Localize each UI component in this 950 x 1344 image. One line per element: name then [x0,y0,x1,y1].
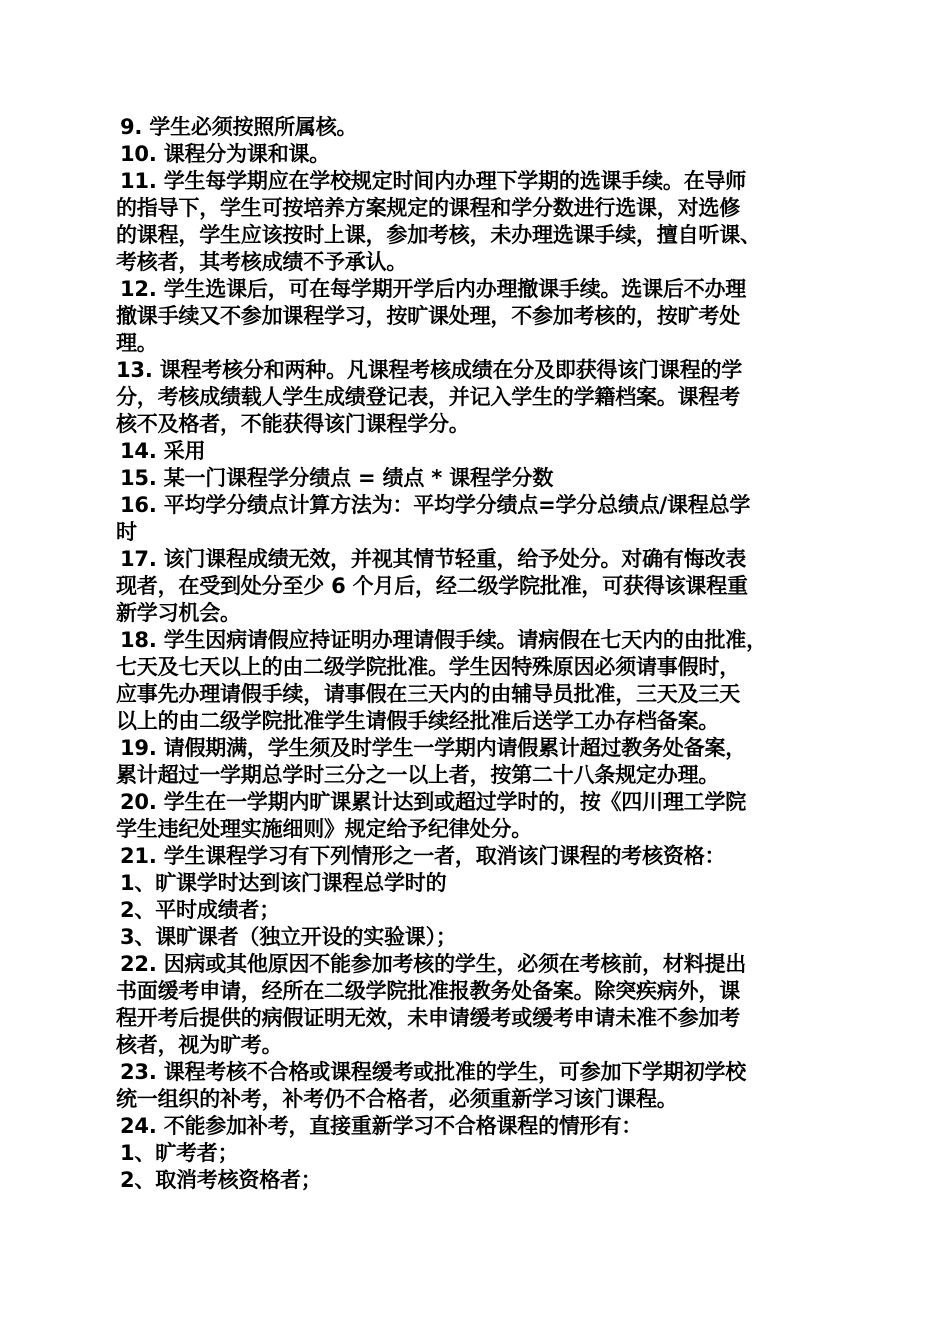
paragraph-line: 12. 学生选课后，可在每学期开学后内办理撤课手续。选课后不办理 [120,277,747,301]
paragraph-p21c [116,924,844,951]
paragraph-p22 [116,951,844,1059]
paragraph-p11 [116,168,844,276]
paragraph-line: 累计超过一学期总学时三分之一以上者，按第二十八条规定办理。 [116,763,720,787]
paragraph-line: 统一组织的补考，补考仍不合格者，必须重新学习该门课程。 [116,1087,678,1111]
paragraph-line: 21. 学生课程学习有下列情形之一者，取消该门课程的考核资格： [120,844,726,868]
document-body [116,114,844,1194]
paragraph-line: 考核者，其考核成绩不予承认。 [116,250,408,274]
paragraph-line: 22. 因病或其他原因不能参加考核的学生，必须在考核前，材料提出 [120,952,747,976]
paragraph-line: 理。 [116,331,158,355]
paragraph-line: 2、平时成绩者； [120,898,281,922]
paragraph-line: 以上的由二级学院批准学生请假手续经批准后送学工办存档备案。 [116,709,720,733]
paragraph-p18 [116,627,844,735]
paragraph-line: 3、课旷课者（独立开设的实验课）； [120,925,457,949]
paragraph-line: 17. 该门课程成绩无效，并视其情节轻重，给予处分。对确有悔改表 [120,547,747,571]
paragraph-line: 七天及七天以上的由二级学院批准。学生因特殊原因必须请事假时， [116,655,740,679]
paragraph-line: 撤课手续又不参加课程学习，按旷课处理，不参加考核的，按旷考处 [116,304,740,328]
paragraph-p17 [116,546,844,627]
paragraph-line: 15. 某一门课程学分绩点 = 绩点 * 课程学分数 [120,466,554,490]
paragraph-line: 1、旷考者； [120,1141,239,1165]
paragraph-p16 [116,492,844,546]
paragraph-p23 [116,1059,844,1113]
paragraph-p24a [116,1140,844,1167]
paragraph-line: 16. 平均学分绩点计算方法为：平均学分绩点=学分总绩点/课程总学 [120,493,751,517]
paragraph-line: 现者，在受到处分至少 6 个月后，经二级学院批准，可获得该课程重 [116,574,748,598]
paragraph-line: 18. 学生因病请假应持证明办理请假手续。请病假在七天内的由批准， [120,628,767,652]
paragraph-line: 19. 请假期满，学生须及时学生一学期内请假累计超过教务处备案， [120,736,747,760]
paragraph-p10 [116,141,844,168]
paragraph-p24 [116,1113,844,1140]
paragraph-p13 [116,357,844,438]
paragraph-line: 分，考核成绩载人学生成绩登记表，并记入学生的学籍档案。课程考 [116,385,740,409]
paragraph-p21b [116,897,844,924]
paragraph-p20 [116,789,844,843]
paragraph-line: 13. 课程考核分和两种。凡课程考核成绩在分及即获得该门课程的学 [116,358,743,382]
paragraph-line: 程开考后提供的病假证明无效，未申请缓考或缓考申请未准不参加考 [116,1006,740,1030]
paragraph-p15 [116,465,844,492]
paragraph-line: 9. 学生必须按照所属核。 [120,115,358,139]
paragraph-line: 24. 不能参加补考，直接重新学习不合格课程的情形有： [120,1114,643,1138]
paragraph-line: 核不及格者，不能获得该门课程学分。 [116,412,470,436]
paragraph-line: 20. 学生在一学期内旷课累计达到或超过学时的，按《四川理工学院 [120,790,747,814]
paragraph-line: 的课程，学生应该按时上课，参加考核，未办理选课手续，擅自听课、 [116,223,761,247]
paragraph-p12 [116,276,844,357]
paragraph-line: 应事先办理请假手续，请事假在三天内的由辅导员批准，三天及三天 [116,682,740,706]
paragraph-line: 1、旷课学时达到该门课程总学时的 [120,871,447,895]
paragraph-line: 核者，视为旷考。 [116,1033,283,1057]
paragraph-p14 [116,438,844,465]
paragraph-line: 23. 课程考核不合格或课程缓考或批准的学生，可参加下学期初学校 [120,1060,747,1084]
paragraph-line: 11. 学生每学期应在学校规定时间内办理下学期的选课手续。在导师 [120,169,747,193]
paragraph-p21a [116,870,844,897]
paragraph-p24b [116,1167,844,1194]
paragraph-line: 新学习机会。 [116,601,241,625]
paragraph-line: 时 [116,520,137,544]
paragraph-line: 学生违纪处理实施细则》规定给予纪律处分。 [116,817,532,841]
paragraph-p19 [116,735,844,789]
paragraph-line: 10. 课程分为课和课。 [120,142,331,166]
paragraph-line: 2、取消考核资格者； [120,1168,322,1192]
paragraph-line: 14. 采用 [120,439,206,463]
paragraph-p9 [116,114,844,141]
paragraph-line: 书面缓考申请，经所在二级学院批准报教务处备案。除突疾病外，课 [116,979,740,1003]
paragraph-p21 [116,843,844,870]
paragraph-line: 的指导下，学生可按培养方案规定的课程和学分数进行选课，对选修 [116,196,740,220]
